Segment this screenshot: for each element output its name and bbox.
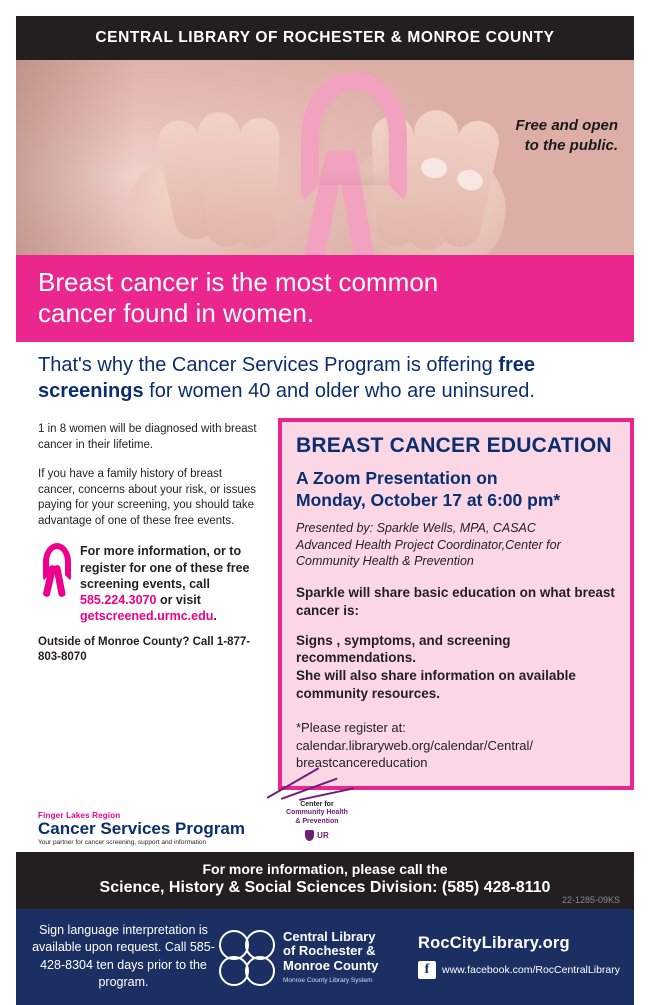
register-url-line2[interactable]: breastcancereducation xyxy=(296,755,428,771)
hero-shadow xyxy=(16,60,136,255)
swoosh-icon xyxy=(261,785,373,801)
ur-label: UR xyxy=(317,830,329,840)
register-line1: *Please register at: xyxy=(296,720,406,736)
event-box xyxy=(278,418,634,790)
hero-image xyxy=(16,60,634,255)
subheadline-bold: free screenings xyxy=(38,354,536,403)
hero-note-line1: Free and open xyxy=(515,117,618,134)
library-name-line3: Monroe County xyxy=(283,957,379,973)
footer xyxy=(16,909,634,1005)
url-period: . xyxy=(213,609,217,624)
page-title: CENTRAL LIBRARY OF ROCHESTER & MONROE COUNTY xyxy=(95,29,555,46)
csp-tagline: Your partner for cancer screening, support and information xyxy=(38,838,207,846)
sponsor-logos xyxy=(16,790,634,852)
chp-line3: & Prevention xyxy=(295,818,339,826)
presenter-line2: Advanced Health Project Coordinator,Center for xyxy=(296,537,561,552)
hero-note xyxy=(515,116,618,157)
event-body-2-line2: She will also share information on available community resources. xyxy=(296,668,576,702)
event-register xyxy=(296,719,616,772)
pink-ribbon-small-icon xyxy=(38,543,72,599)
library-logo xyxy=(217,928,404,986)
ribbon-loop xyxy=(301,72,407,203)
subheadline-part1: That's why the Cancer Services Program is offering xyxy=(38,354,499,377)
library-name-line1: Central Library xyxy=(283,928,376,944)
footer-links xyxy=(404,934,620,979)
stat-paragraph: 1 in 8 women will be diagnosed with breast cancer in their lifetime. xyxy=(38,423,257,451)
event-when-line1: A Zoom Presentation on xyxy=(296,468,498,489)
library-logo-text xyxy=(283,930,378,985)
contact-text xyxy=(80,543,260,624)
footer-wrapper xyxy=(16,894,634,1005)
event-body-2 xyxy=(296,632,616,704)
subheadline xyxy=(16,342,634,412)
library-name-line2: of Rochester & xyxy=(283,943,376,959)
ur-logo xyxy=(305,830,329,841)
document-code: 22-1285-09KS xyxy=(561,894,620,905)
call-bar xyxy=(16,852,634,909)
hero-note-line2: to the public. xyxy=(524,137,618,155)
left-column xyxy=(16,418,268,790)
call-bar-line2: Science, History & Social Sciences Division: (585) 428-8110 xyxy=(99,879,551,897)
outside-county-note: Outside of Monroe County? Call 1-877-803-8070 xyxy=(38,635,251,664)
presenter-line3: Community Health & Prevention xyxy=(296,554,474,569)
register-url-line1[interactable]: calendar.libraryweb.org/calendar/Central/ xyxy=(296,737,534,753)
chp-line2: Community Health xyxy=(286,809,348,817)
event-body-1: Sparkle will share basic education on what breast cancer is: xyxy=(296,584,615,618)
contact-or-visit: or visit xyxy=(156,593,201,608)
facebook-icon[interactable]: f xyxy=(418,961,436,979)
event-body-2-line1: Signs , symptoms, and screening recommendations. xyxy=(296,632,511,666)
contact-intro: For more information, or to register for one of these free screening events, call xyxy=(80,544,250,591)
community-health-prevention-logo xyxy=(261,785,373,846)
cancer-services-program-logo xyxy=(38,811,245,846)
headline-line1: Breast cancer is the most common xyxy=(38,267,439,297)
headline-band xyxy=(16,255,634,342)
presenter-line1: Presented by: Sparkle Wells, MPA, CASAC xyxy=(296,521,536,536)
library-system-label: Monroe County Library System xyxy=(283,977,373,985)
header-bar xyxy=(16,16,634,60)
event-title: BREAST CANCER EDUCATION xyxy=(296,434,612,458)
contact-block xyxy=(38,543,260,624)
ribbon-loop xyxy=(43,543,71,581)
call-bar-line1: For more information, please call the xyxy=(202,860,448,877)
headline-line2: cancer found in women. xyxy=(38,297,315,328)
facebook-row[interactable] xyxy=(418,961,620,979)
csp-region-label: Finger Lakes Region xyxy=(38,811,121,821)
chp-line1: Center for xyxy=(300,800,334,808)
library-mark-icon xyxy=(217,928,275,986)
body-columns xyxy=(16,412,634,790)
event-when-line2: Monday, October 17 at 6:00 pm* xyxy=(296,490,561,511)
subheadline-part2: for women 40 and older who are uninsured. xyxy=(143,380,535,403)
screening-url[interactable]: getscreened.urmc.edu xyxy=(80,609,214,624)
facebook-link[interactable]: www.facebook.com/RocCentralLibrary xyxy=(442,964,620,977)
library-website-link[interactable]: RocCityLibrary.org xyxy=(418,934,570,953)
csp-name: Cancer Services Program xyxy=(38,819,245,839)
event-presenter xyxy=(296,520,616,570)
sign-language-note: Sign language interpretation is available upon request. Call 585-428-8304 ten days prior to the program. xyxy=(32,922,215,990)
pink-ribbon-icon xyxy=(271,72,401,255)
risk-paragraph: If you have a family history of breast cancer, concerns about your risk, or issues paying for your screening, you should take advantage of one of these free events. xyxy=(38,468,256,527)
shield-icon xyxy=(305,830,314,841)
event-when xyxy=(296,468,616,512)
contact-phone[interactable]: 585.224.3070 xyxy=(80,593,157,608)
